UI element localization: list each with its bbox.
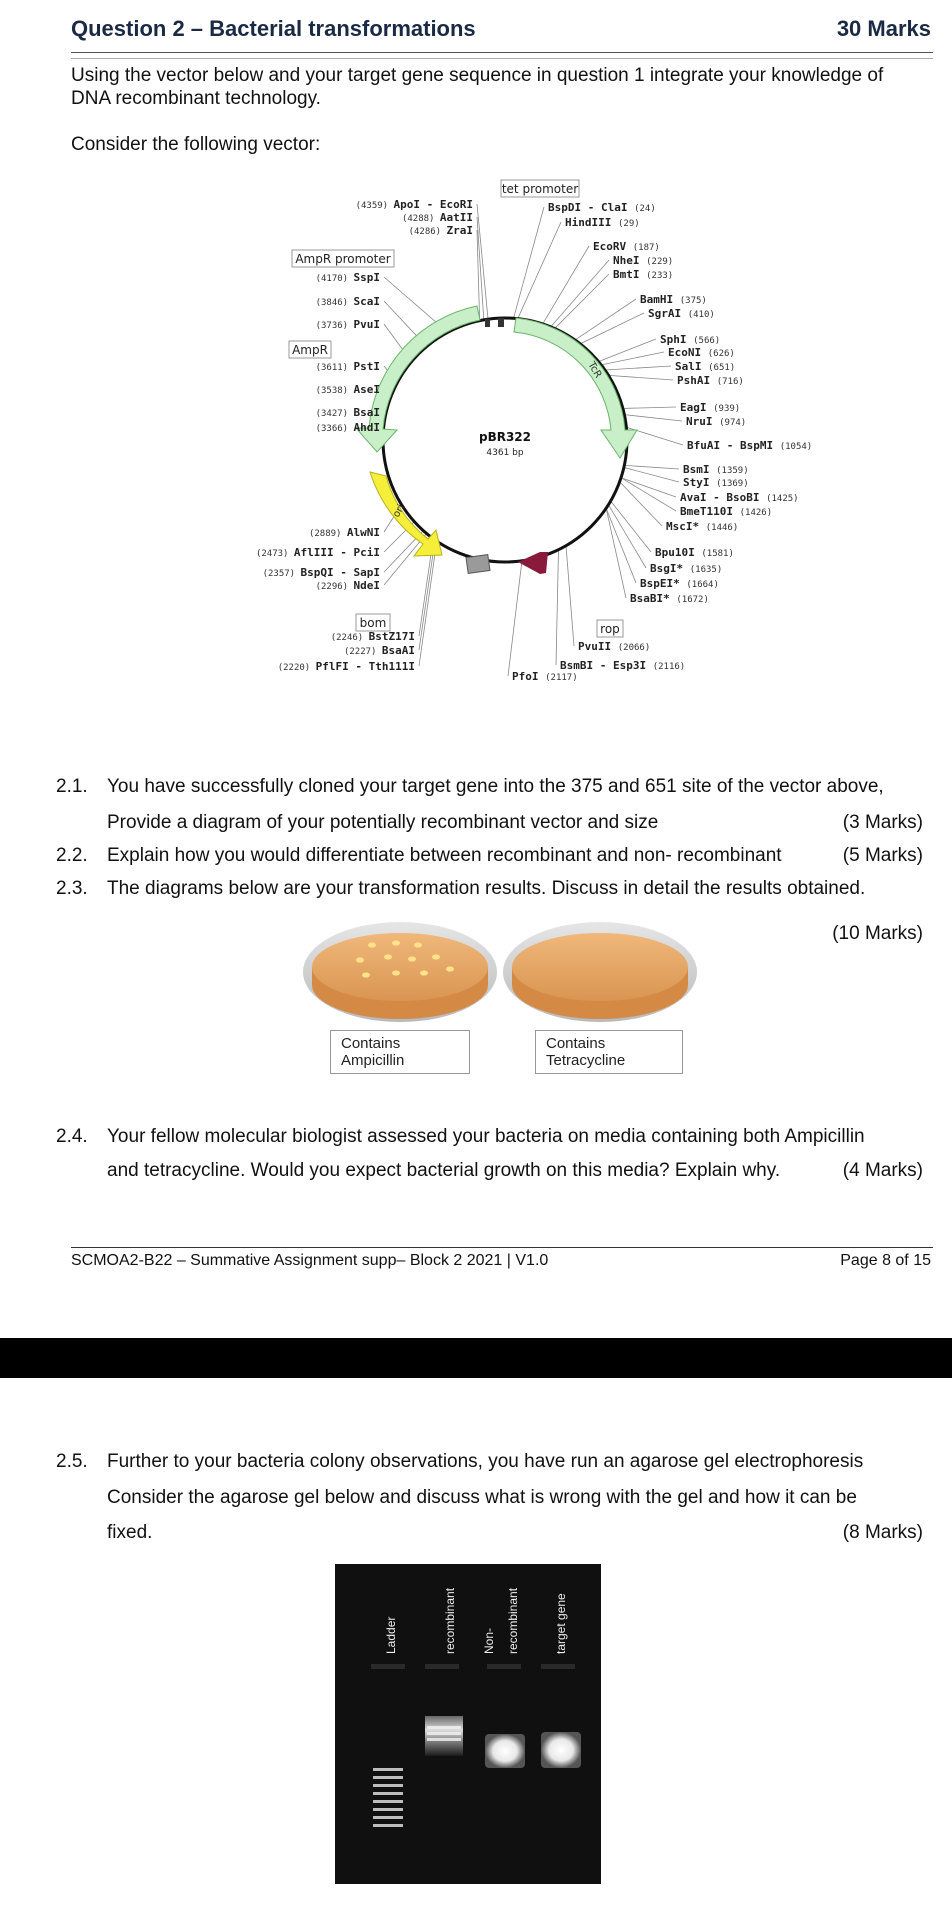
restriction-site-label — [686, 415, 746, 428]
site-position: (4170) — [315, 274, 354, 284]
recombinant-smear — [425, 1716, 463, 1756]
restriction-site-label — [331, 630, 415, 643]
site-position: (233) — [646, 271, 674, 281]
site-position: (2066) — [617, 643, 651, 653]
q22-text: Explain how you would differentiate between recombinant and non- recombinant — [107, 845, 782, 866]
site-name: MscI* — [666, 520, 706, 533]
site-name: AseI — [353, 383, 380, 396]
rop-box — [597, 620, 623, 637]
site-name: NheI — [613, 254, 647, 267]
site-name: BspEI* — [640, 577, 687, 590]
site-name: StyI — [683, 476, 717, 489]
q23-marks: (10 Marks) — [832, 923, 923, 944]
site-position: (3427) — [315, 409, 354, 419]
restriction-site-label — [344, 644, 415, 657]
site-name: SalI — [675, 360, 709, 373]
site-position: (3538) — [315, 386, 354, 396]
site-position: (24) — [634, 204, 656, 214]
restriction-site-label — [630, 592, 709, 605]
leader-line — [419, 540, 435, 650]
footer-rule — [71, 1247, 933, 1248]
q21-number: 2.1. — [56, 776, 88, 797]
site-position: (4286) — [408, 227, 447, 237]
restriction-site-label — [675, 360, 735, 373]
tet-promoter-box — [501, 180, 579, 197]
q21-line-1: You have successfully cloned your target gene into the 375 and 651 site of the vector above, — [107, 776, 884, 797]
restriction-site-label — [316, 383, 380, 396]
site-name: BmtI — [613, 268, 647, 281]
restriction-site-label — [316, 271, 380, 284]
leader-line — [580, 313, 644, 344]
site-name: PflFI - Tth111I — [315, 660, 415, 673]
site-name: BsmI — [683, 463, 717, 476]
restriction-site-label — [680, 491, 799, 504]
leader-line — [508, 561, 522, 676]
footer-left: SCMOA2-B22 – Summative Assignment supp– Block 2 2021 | V1.0 — [71, 1252, 549, 1269]
leader-line — [624, 467, 679, 482]
tet-promoter-marker — [498, 318, 504, 327]
restriction-site-label — [278, 660, 415, 673]
site-name: AatII — [439, 211, 473, 224]
restriction-site-label — [640, 577, 719, 590]
restriction-site-label — [309, 526, 380, 539]
site-name: PvuI — [353, 318, 380, 331]
question-marks: 30 Marks — [836, 16, 931, 41]
restriction-site-label — [677, 374, 744, 387]
lane-ladder-label: Ladder — [384, 1616, 398, 1654]
site-name: BsaAI — [381, 644, 415, 657]
site-name: AhdI — [353, 421, 380, 434]
site-position: (2227) — [343, 647, 382, 657]
restriction-site-label — [316, 406, 380, 419]
ampr-promoter-box — [292, 250, 394, 267]
restriction-site-label — [560, 659, 685, 672]
restriction-site-label — [263, 566, 380, 579]
leader-line — [551, 260, 609, 327]
restriction-site-label — [648, 307, 715, 320]
restriction-site-label — [680, 401, 740, 414]
site-name: BspQI - SapI — [300, 566, 380, 579]
leader-line — [606, 508, 636, 583]
ampr-label: AmpR — [292, 343, 328, 357]
ampr-box — [289, 341, 331, 358]
petri-dishes — [300, 915, 700, 1035]
restriction-site-label — [613, 268, 673, 281]
leader-line — [566, 546, 574, 646]
site-name: EcoRV — [593, 240, 633, 253]
site-position: (229) — [646, 257, 674, 267]
q23-number: 2.3. — [56, 878, 88, 899]
restriction-site-label — [316, 360, 380, 373]
bom-label: bom — [359, 616, 387, 630]
plasmid-size: 4361 bp — [486, 448, 524, 458]
non-recombinant-band — [485, 1734, 525, 1768]
leader-line — [606, 508, 626, 598]
site-name: BamHI — [640, 293, 680, 306]
restriction-site-label — [593, 240, 660, 253]
q25-marks: (8 Marks) — [842, 1522, 923, 1543]
footer-page-number: Page 8 of 15 — [840, 1252, 931, 1269]
restriction-site-label — [613, 254, 673, 267]
leader-line — [608, 375, 673, 380]
site-position: (566) — [693, 336, 721, 346]
restriction-site-label — [409, 224, 473, 237]
site-position: (4359) — [355, 201, 394, 211]
restriction-site-label — [256, 546, 380, 559]
site-name: AflIII - PciI — [293, 546, 380, 559]
header-rule-2 — [71, 58, 933, 59]
site-name: BspDI - ClaI — [548, 201, 635, 214]
site-position: (2116) — [652, 662, 686, 672]
restriction-site-label — [578, 640, 650, 653]
bom-box — [356, 614, 390, 631]
site-position: (2246) — [330, 633, 369, 643]
q25-line-1: Further to your bacteria colony observations, you have run an agarose gel electrophoresis — [107, 1451, 864, 1472]
site-name: NdeI — [353, 579, 380, 592]
q24-number: 2.4. — [56, 1126, 88, 1147]
ampr-promoter-label: AmpR promoter — [295, 252, 391, 266]
q21-marks: (3 Marks) — [842, 812, 923, 833]
site-name: SspI — [353, 271, 380, 284]
site-name: BsmBI - Esp3I — [560, 659, 653, 672]
rop-label: rop — [600, 622, 620, 636]
site-position: (1672) — [676, 595, 709, 605]
site-position: (3736) — [315, 321, 354, 331]
ampicillin-label: Contains Ampicillin — [330, 1030, 470, 1074]
header-rule — [71, 52, 933, 53]
site-position: (626) — [707, 349, 735, 359]
site-name: SphI — [660, 333, 694, 346]
site-position: (4288) — [401, 214, 440, 224]
site-name: NruI — [686, 415, 720, 428]
tet-promoter-label: tet promoter — [501, 182, 579, 196]
site-name: BsaBI* — [630, 592, 677, 605]
leader-line — [624, 415, 682, 421]
site-name: PvuII — [578, 640, 618, 653]
site-position: (2117) — [545, 673, 578, 683]
site-position: (3846) — [315, 298, 354, 308]
restriction-site-label — [655, 546, 734, 559]
site-position: (1054) — [779, 442, 813, 452]
site-name: HindIII — [565, 216, 618, 229]
intro-line-1: Using the vector below and your target gene sequence in question 1 integrate your knowledge of — [71, 65, 884, 86]
leader-line — [556, 550, 558, 665]
site-position: (1426) — [739, 508, 773, 518]
q25-line-2: Consider the agarose gel below and discuss what is wrong with the gel and how it can be — [107, 1487, 857, 1508]
site-position: (3366) — [315, 424, 354, 434]
consider-text: Consider the following vector: — [71, 134, 321, 155]
site-name: AvaI - BsoBI — [680, 491, 767, 504]
site-position: (2296) — [315, 582, 354, 592]
q25-number: 2.5. — [56, 1451, 88, 1472]
agarose-gel — [335, 1564, 601, 1884]
site-name: ScaI — [353, 295, 380, 308]
lane-target-gene-label: target gene — [554, 1593, 568, 1654]
site-name: BstZ17I — [368, 630, 415, 643]
lane-non-recombinant-label: recombinant — [506, 1587, 520, 1654]
restriction-site-label — [666, 520, 738, 533]
leader-line — [620, 482, 662, 526]
restriction-site-label — [356, 198, 473, 211]
intro-line-2: DNA recombinant technology. — [71, 88, 321, 109]
site-name: BfuAI - BspMI — [687, 439, 780, 452]
site-position: (2357) — [262, 569, 301, 579]
site-position: (29) — [617, 219, 640, 229]
q21-line-2: Provide a diagram of your potentially recombinant vector and size — [107, 812, 659, 833]
q24-line-1: Your fellow molecular biologist assessed your bacteria on media containing both Ampicillin — [107, 1126, 865, 1147]
bom-block — [466, 555, 490, 574]
plasmid-name: pBR322 — [478, 430, 532, 444]
site-position: (2473) — [255, 549, 294, 559]
leader-line — [608, 505, 646, 568]
site-name: BsgI* — [650, 562, 690, 575]
question-title: Question 2 – Bacterial transformations — [71, 16, 476, 41]
restriction-site-label — [316, 295, 380, 308]
site-name: ApoI - EcoRI — [393, 198, 473, 211]
ampicillin-plate — [303, 922, 497, 1022]
q22-number: 2.2. — [56, 845, 88, 866]
recombinant-bands — [427, 1726, 461, 1741]
site-name: PfoI — [512, 670, 546, 683]
site-position: (410) — [687, 310, 715, 320]
site-position: (974) — [719, 418, 747, 428]
restriction-site-label — [316, 579, 380, 592]
site-position: (716) — [716, 377, 744, 387]
q22-marks: (5 Marks) — [842, 845, 923, 866]
restriction-site-label — [316, 421, 380, 434]
site-name: Bpu10I — [655, 546, 702, 559]
plasmid-map — [0, 175, 952, 705]
target-gene-band — [541, 1732, 581, 1768]
leader-line — [598, 339, 656, 362]
leader-line — [575, 299, 636, 340]
site-name: PshAI — [677, 374, 717, 387]
site-position: (1369) — [716, 479, 749, 489]
restriction-site-label — [683, 476, 749, 489]
q24-marks: (4 Marks) — [842, 1160, 923, 1181]
site-name: EcoNI — [668, 346, 708, 359]
leader-line — [623, 407, 676, 408]
site-position: (939) — [713, 404, 741, 414]
leader-line — [624, 465, 679, 469]
page-9 — [0, 1378, 952, 1920]
restriction-site-label — [640, 293, 707, 306]
restriction-site-label — [687, 439, 812, 452]
site-name: ZraI — [446, 224, 473, 237]
tcr-label: TcR — [585, 360, 604, 381]
site-position: (2889) — [308, 529, 347, 539]
leader-line — [419, 541, 437, 666]
restriction-site-label — [316, 318, 380, 331]
ori-label: ori — [391, 502, 408, 520]
tetracycline-label: Contains Tetracycline — [535, 1030, 683, 1074]
site-name: BmeT110I — [680, 505, 740, 518]
site-position: (1359) — [716, 466, 749, 476]
q24-line-2: and tetracycline. Would you expect bacterial growth on this media? Explain why. — [107, 1160, 781, 1181]
tetracycline-plate — [503, 922, 697, 1022]
site-name: PstI — [353, 360, 380, 373]
site-position: (1581) — [701, 549, 734, 559]
q23-text: The diagrams below are your transformation results. Discuss in detail the results obtained. — [107, 878, 866, 899]
site-position: (1635) — [689, 565, 723, 575]
restriction-site-label — [660, 333, 720, 346]
rop-arrow — [518, 552, 548, 574]
site-name: AlwNI — [346, 526, 380, 539]
site-position: (651) — [708, 363, 736, 373]
q25-line-3: fixed. — [107, 1522, 153, 1543]
restriction-site-label — [565, 216, 640, 229]
site-position: (1425) — [766, 494, 799, 504]
lane-recombinant-label: recombinant — [443, 1587, 457, 1654]
site-position: (2220) — [277, 663, 316, 673]
leader-line — [601, 352, 664, 365]
site-position: (1664) — [686, 580, 719, 590]
restriction-site-label — [402, 211, 473, 224]
ampr-promoter-marker — [485, 319, 490, 327]
site-position: (375) — [679, 296, 707, 306]
restriction-site-label — [668, 346, 735, 359]
restriction-site-label — [548, 201, 656, 214]
site-position: (1446) — [705, 523, 739, 533]
lane-non-label: Non- — [482, 1627, 496, 1654]
leader-line — [514, 207, 544, 318]
ori-arrow — [370, 472, 442, 556]
restriction-site-label — [683, 463, 749, 476]
site-position: (187) — [632, 243, 660, 253]
site-position: (3611) — [315, 363, 354, 373]
restriction-site-label — [680, 505, 772, 518]
site-name: EagI — [680, 401, 714, 414]
site-name: SgrAI — [648, 307, 688, 320]
restriction-site-label — [650, 562, 722, 575]
site-name: BsaI — [353, 406, 380, 419]
leader-line — [605, 366, 671, 370]
leader-line — [543, 246, 589, 324]
leader-line — [555, 274, 609, 329]
